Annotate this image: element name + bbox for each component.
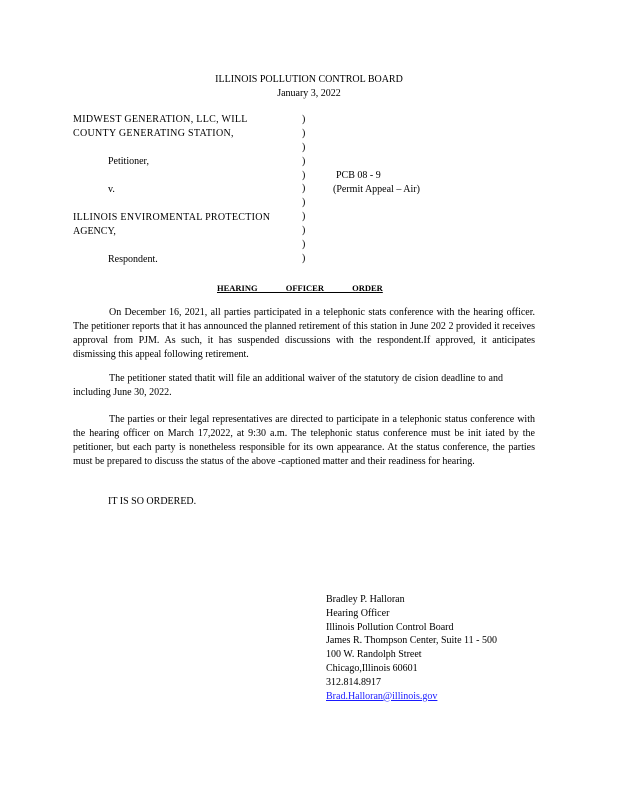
paren-mark: ) — [302, 183, 306, 195]
paren-mark: ) — [302, 155, 306, 167]
signature-name: Bradley P. Halloran — [326, 594, 405, 605]
signature-street: 100 W. Randolph Street — [326, 649, 422, 661]
paragraph-waiver: The petitioner stated thatit will file an additional waiver of the statutory de cision deadline to and including June 30, 2022. — [73, 373, 503, 398]
signature-city: Chicago,Illinois 60601 — [326, 662, 418, 674]
versus-label: v. — [108, 184, 115, 195]
paragraph-directive: The parties or their legal representatives are directed to participate in a telephonic status conference with the hearing officer on March 17,2022, at 9:30 a.m. The telephonic status conference must be init iated by the petitioner, but each party is nonetheless responsible for its own appearance. At the status conference, the parties must be prepared to discuss the status of the above -captioned matter and their readiness for hearing. — [73, 414, 535, 467]
order-date: January 3, 2022 — [277, 88, 341, 99]
signature-title: Hearing Officer — [326, 607, 390, 619]
signature-org: Illinois Pollution Control Board — [326, 621, 454, 633]
case-type: (Permit Appeal – Air) — [333, 184, 420, 195]
signature-phone: 312.814.8917 — [326, 676, 381, 688]
paren-mark: ) — [302, 169, 306, 181]
paren-mark: ) — [302, 114, 306, 125]
respondent-role: Respondent. — [108, 254, 158, 265]
paren-mark: ) — [302, 239, 306, 251]
paren-mark: ) — [302, 211, 306, 223]
respondent-name-line1: ILLINOIS ENVIROMENTAL PROTECTION — [73, 212, 271, 223]
signature-email-link[interactable]: Brad.Halloran@illinois.gov — [326, 690, 438, 702]
board-title: ILLINOIS POLLUTION CONTROL BOARD — [215, 74, 403, 85]
paren-mark: ) — [302, 127, 306, 139]
signature-block — [326, 593, 497, 703]
paren-mark: ) — [302, 252, 306, 264]
petitioner-name-line2: COUNTY GENERATING STATION, — [73, 128, 234, 139]
case-number: PCB 08 - 9 — [336, 170, 381, 181]
paren-mark: ) — [302, 197, 306, 209]
order-heading: HEARING OFFICER ORDER — [217, 283, 383, 293]
paragraph-status-conference: On December 16, 2021, all parties participated in a telephonic stats conference with the hearing officer. The petitioner reports that it has announced the planned retirement of this station in June 202 2 provided it receives approval from PJM. As such, it has suspended discussions with the respondent.If approved, it anticipates dismissing this appeal following retirement. — [73, 307, 535, 360]
petitioner-name-line1: MIDWEST GENERATION, LLC, WILL — [73, 114, 248, 125]
respondent-name-line2: AGENCY, — [73, 226, 116, 237]
signature-building: James R. Thompson Center, Suite 11 - 500 — [326, 635, 497, 647]
caption-parentheses — [302, 113, 310, 266]
petitioner-role: Petitioner, — [108, 156, 149, 167]
closing-ordered: IT IS SO ORDERED. — [108, 496, 197, 507]
paren-mark: ) — [302, 225, 306, 237]
paren-mark: ) — [302, 141, 306, 153]
